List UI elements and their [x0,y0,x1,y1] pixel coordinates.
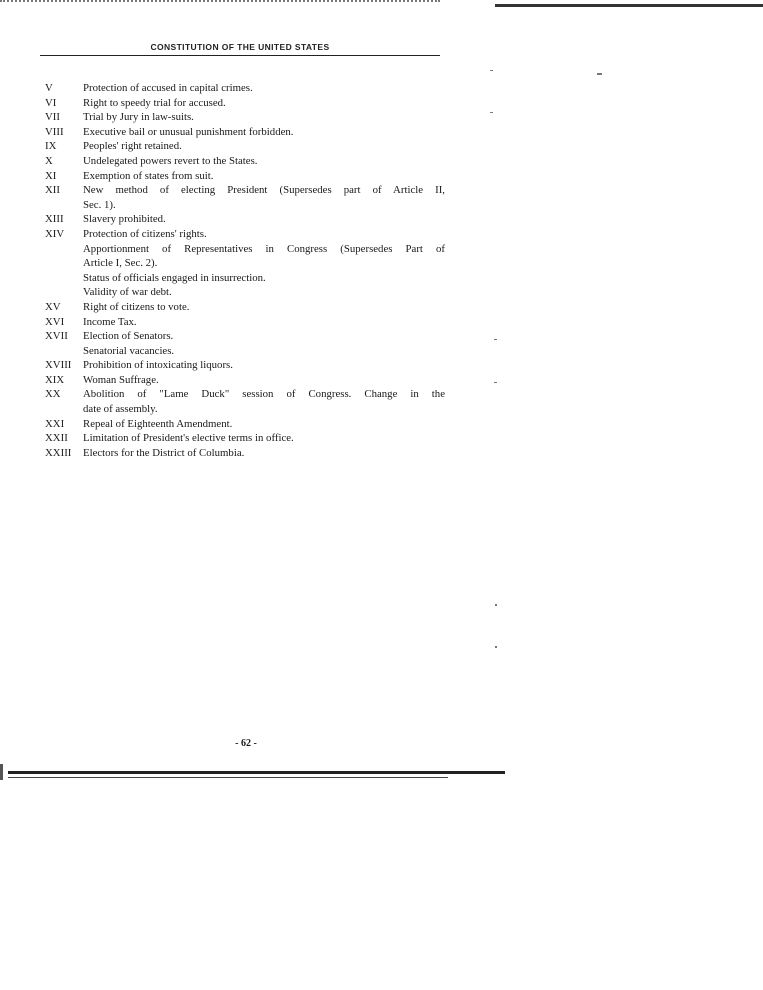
amendment-description-line: Woman Suffrage. [83,373,159,386]
scan-speck [490,70,493,71]
amendment-description [83,431,445,446]
amendment-row [45,125,445,140]
amendment-description-line: Senatorial vacancies. [83,344,175,357]
amendment-description [83,227,445,300]
amendment-description-line: Status of officials engaged in insurrection. [83,271,266,284]
amendment-description-line: Limitation of President's elective terms in office. [83,432,294,445]
amendment-row [45,227,445,300]
amendment-number: XVIII [45,359,72,372]
amendment-number: X [45,154,53,167]
amendment-number: V [45,82,53,94]
page-header: CONSTITUTION OF THE UNITED STATES [150,42,330,52]
amendment-row [45,387,445,416]
amendment-description-line: Sec. 1). [83,198,116,211]
amendment-description-line: Executive bail or unusual punishment forbidden. [83,125,294,138]
amendment-description-line: New method of electing President (Supersedes part of Article II, [83,184,445,197]
amendment-number: XIII [45,213,64,226]
scan-speck [494,382,497,383]
amendment-description [83,417,445,432]
amendment-description [83,125,445,140]
amendment-row [45,315,445,330]
amendment-description-line: Repeal of Eighteenth Amendment. [83,417,233,430]
amendment-number: XX [45,388,61,401]
amendment-row [45,329,445,358]
amendment-row [45,446,445,461]
amendment-description-line: Trial by Jury in law-suits. [83,111,194,124]
amendment-number: XIX [45,373,65,386]
amendment-description-line: date of assembly. [83,403,158,416]
amendment-description-line: Protection of accused in capital crimes. [83,82,253,94]
amendment-number: XIV [45,227,65,240]
amendment-row [45,110,445,125]
amendment-row [45,139,445,154]
amendment-row [45,183,445,212]
amendment-number: XII [45,184,60,197]
amendment-number: XV [45,300,61,313]
amendment-description [83,329,445,358]
amendment-description-line: Peoples' right retained. [83,140,182,153]
amendment-description [83,446,445,461]
amendment-number: VII [45,111,60,124]
amendment-description [83,110,445,125]
amendment-description-line: Article I, Sec. 2). [83,257,158,270]
amendment-number: VIII [45,125,64,138]
amendment-description-line: Validity of war debt. [83,286,172,299]
amendment-description-line: Abolition of "Lame Duck" session of Congress. Change in the [83,388,445,401]
amendment-row [45,96,445,111]
amendment-number: XVI [45,315,65,328]
top-dotted-rule [0,0,440,5]
amendment-description [83,96,445,111]
amendment-number: XI [45,169,57,182]
amendment-description [83,81,445,96]
amendment-description [83,315,445,330]
amendment-description [83,300,445,315]
left-edge-mark [0,764,3,780]
scan-speck [597,73,602,75]
scan-speck [495,604,497,606]
amendment-description-line: Undelegated powers revert to the States. [83,154,258,167]
bottom-thin-rule [8,777,448,778]
amendment-number: VI [45,96,57,109]
amendment-description-line: Right to speedy trial for accused. [83,96,226,109]
amendment-number: XXI [45,417,65,430]
scan-speck [495,646,497,648]
amendment-description [83,358,445,373]
amendment-description-line: Prohibition of intoxicating liquors. [83,359,233,372]
amendment-description [83,373,445,388]
amendment-description-line: Protection of citizens' rights. [83,227,207,240]
amendment-number: XVII [45,330,68,343]
amendment-row [45,373,445,388]
header-rule [40,55,440,56]
amendment-description-line: Election of Senators. [83,330,174,343]
amendment-row [45,431,445,446]
scan-speck [494,339,497,340]
amendment-row [45,81,445,96]
amendment-description [83,169,445,184]
amendment-description [83,154,445,169]
amendment-number: XXII [45,432,68,445]
amendment-row [45,154,445,169]
bottom-thick-rule [8,771,505,774]
amendment-description-line: Slavery prohibited. [83,213,166,226]
amendment-description-line: Right of citizens to vote. [83,300,190,313]
amendment-row [45,212,445,227]
top-right-rule [495,4,763,7]
amendment-row [45,417,445,432]
amendment-description [83,387,445,416]
page-number: - 62 - [235,738,257,749]
amendment-number: XXIII [45,446,72,459]
amendment-description-line: Income Tax. [83,315,137,328]
amendment-row [45,300,445,315]
amendment-number: IX [45,140,57,153]
amendment-description-line: Exemption of states from suit. [83,169,214,182]
amendment-row [45,358,445,373]
amendment-description [83,183,445,212]
amendment-row [45,169,445,184]
amendment-description-line: Apportionment of Representatives in Congress (Supersedes Part of [83,242,445,255]
amendment-description-line: Electors for the District of Columbia. [83,446,245,459]
amendment-description [83,212,445,227]
scan-speck [490,112,493,113]
amendment-description [83,139,445,154]
amendment-list [45,81,445,460]
